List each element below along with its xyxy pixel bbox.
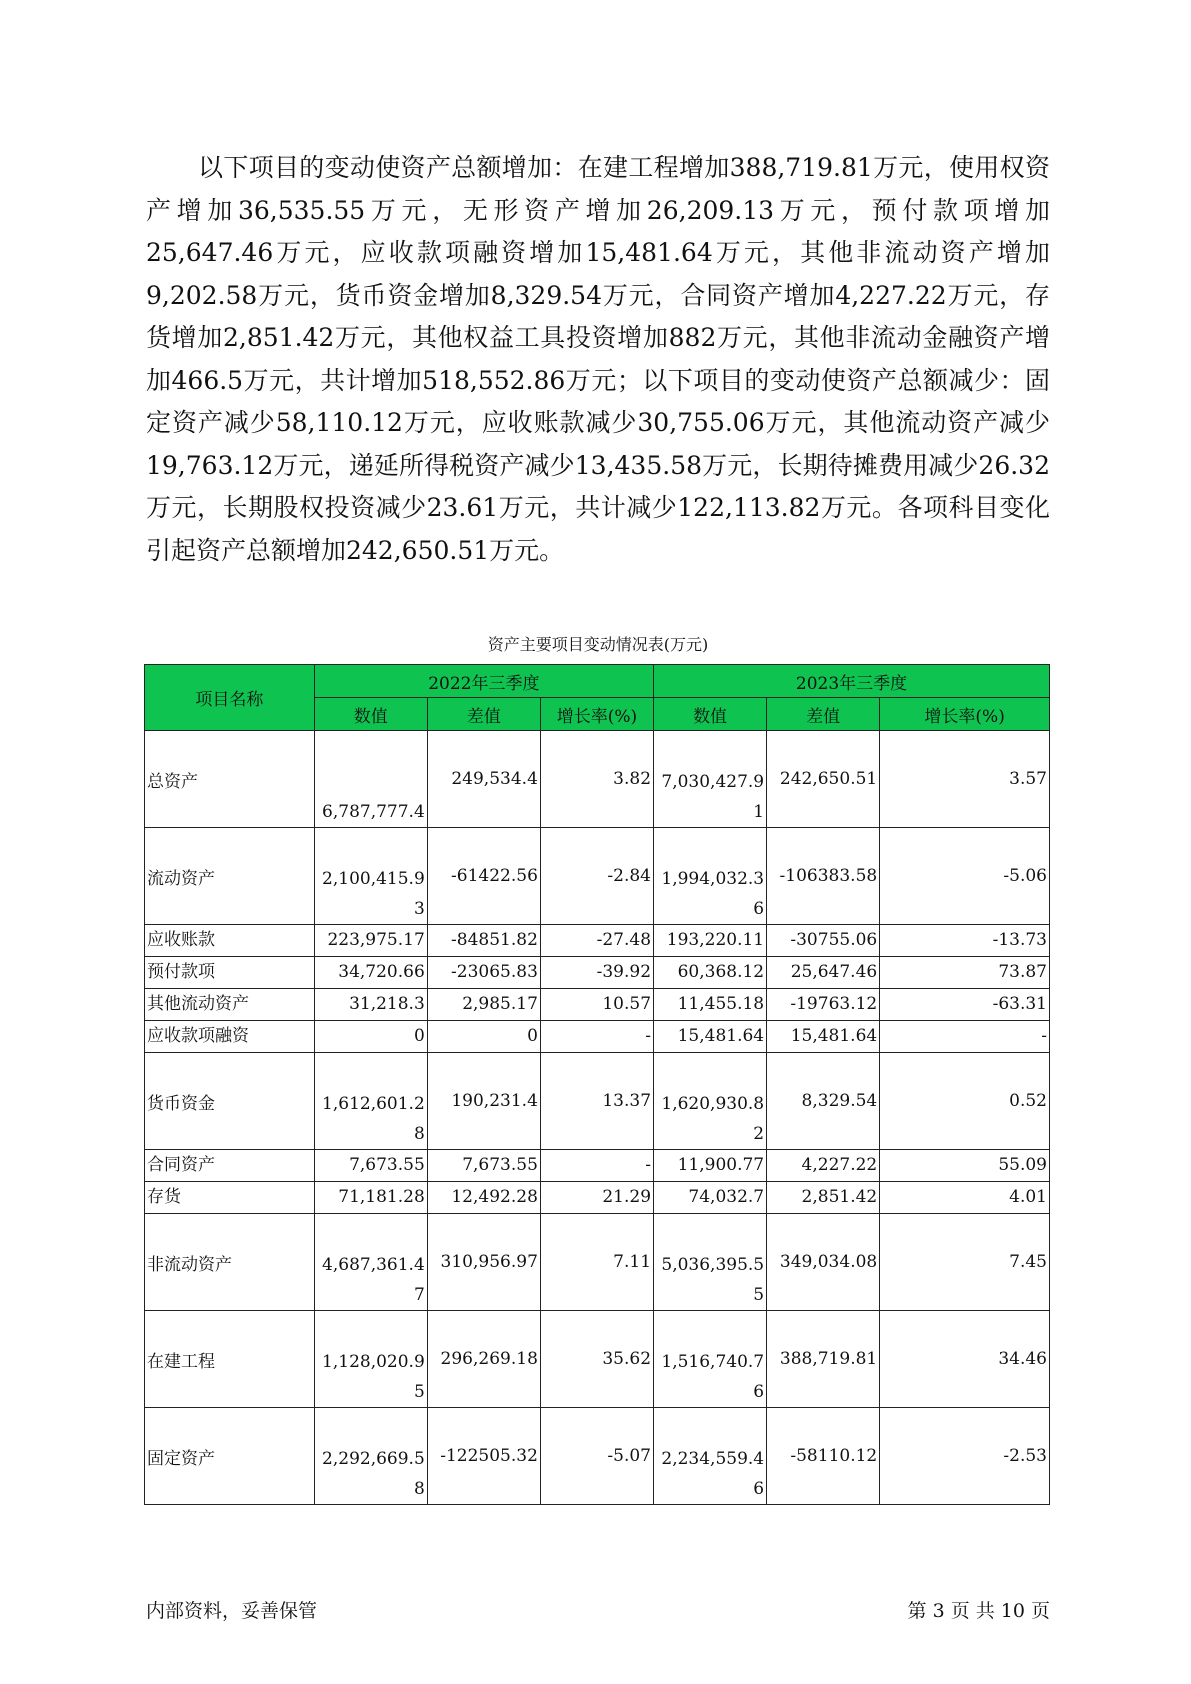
table-row	[145, 989, 1050, 1021]
value-2023: 2,234,559.46	[654, 1408, 767, 1505]
value-2023: 5,036,395.55	[654, 1214, 767, 1311]
row-name: 货币资金	[145, 1053, 315, 1150]
table-row	[145, 1311, 1050, 1408]
row-name: 应收款项融资	[145, 1021, 315, 1053]
growth-2023: -	[880, 1021, 1050, 1053]
growth-2023: -63.31	[880, 989, 1050, 1021]
growth-2022: 21.29	[540, 1182, 653, 1214]
diff-2023: 15,481.64	[767, 1021, 880, 1053]
table-row	[145, 925, 1050, 957]
table-row	[145, 1053, 1050, 1150]
value-2022: 1,612,601.28	[314, 1053, 427, 1150]
value-2023: 11,455.18	[654, 989, 767, 1021]
row-name: 在建工程	[145, 1311, 315, 1408]
row-name: 固定资产	[145, 1408, 315, 1505]
growth-2022: 7.11	[540, 1214, 653, 1311]
growth-2023: -13.73	[880, 925, 1050, 957]
table-row	[145, 1021, 1050, 1053]
value-2023: 60,368.12	[654, 957, 767, 989]
row-name: 合同资产	[145, 1150, 315, 1182]
value-2022: 31,218.3	[314, 989, 427, 1021]
diff-2023: -58110.12	[767, 1408, 880, 1505]
header-growth-2022: 增长率(%)	[540, 698, 653, 731]
row-name: 其他流动资产	[145, 989, 315, 1021]
header-period-2022: 2022年三季度	[314, 665, 653, 698]
diff-2023: -30755.06	[767, 925, 880, 957]
growth-2022: -	[540, 1150, 653, 1182]
row-name: 预付款项	[145, 957, 315, 989]
diff-2022: 190,231.4	[427, 1053, 540, 1150]
value-2022: 7,673.55	[314, 1150, 427, 1182]
row-name: 总资产	[145, 731, 315, 828]
diff-2023: 2,851.42	[767, 1182, 880, 1214]
diff-2023: 242,650.51	[767, 731, 880, 828]
diff-2022: -122505.32	[427, 1408, 540, 1505]
table-row	[145, 1150, 1050, 1182]
row-name: 非流动资产	[145, 1214, 315, 1311]
header-period-2023: 2023年三季度	[654, 665, 1050, 698]
diff-2023: -106383.58	[767, 828, 880, 925]
table-caption: 资产主要项目变动情况表(万元)	[487, 635, 709, 654]
value-2022: 223,975.17	[314, 925, 427, 957]
growth-2023: 3.57	[880, 731, 1050, 828]
diff-2022: 2,985.17	[427, 989, 540, 1021]
diff-2023: 4,227.22	[767, 1150, 880, 1182]
diff-2023: 349,034.08	[767, 1214, 880, 1311]
footer-confidential-note: 内部资料，妥善保管	[146, 1600, 318, 1622]
growth-2023: 7.45	[880, 1214, 1050, 1311]
diff-2022: 310,956.97	[427, 1214, 540, 1311]
growth-2023: 55.09	[880, 1150, 1050, 1182]
row-name: 流动资产	[145, 828, 315, 925]
growth-2022: 3.82	[540, 731, 653, 828]
value-2022: 34,720.66	[314, 957, 427, 989]
growth-2023: 0.52	[880, 1053, 1050, 1150]
diff-2023: 25,647.46	[767, 957, 880, 989]
footer-page-number: 第 3 页 共 10 页	[907, 1600, 1050, 1622]
diff-2022: -61422.56	[427, 828, 540, 925]
growth-2023: 73.87	[880, 957, 1050, 989]
growth-2022: -39.92	[540, 957, 653, 989]
table-row	[145, 1408, 1050, 1505]
table-row	[145, 731, 1050, 828]
growth-2023: -2.53	[880, 1408, 1050, 1505]
growth-2023: -5.06	[880, 828, 1050, 925]
header-diff-2022: 差值	[427, 698, 540, 731]
value-2022: 6,787,777.4	[314, 731, 427, 828]
growth-2022: -5.07	[540, 1408, 653, 1505]
header-item-name: 项目名称	[145, 665, 315, 731]
growth-2022: -2.84	[540, 828, 653, 925]
value-2023: 1,516,740.76	[654, 1311, 767, 1408]
table-row	[145, 957, 1050, 989]
growth-2023: 4.01	[880, 1182, 1050, 1214]
value-2023: 15,481.64	[654, 1021, 767, 1053]
diff-2023: -19763.12	[767, 989, 880, 1021]
header-diff-2023: 差值	[767, 698, 880, 731]
table-row	[145, 1182, 1050, 1214]
diff-2022: -84851.82	[427, 925, 540, 957]
value-2023: 74,032.7	[654, 1182, 767, 1214]
value-2023: 11,900.77	[654, 1150, 767, 1182]
growth-2022: -	[540, 1021, 653, 1053]
header-value-2022: 数值	[314, 698, 427, 731]
header-growth-2023: 增长率(%)	[880, 698, 1050, 731]
diff-2022: 7,673.55	[427, 1150, 540, 1182]
growth-2023: 34.46	[880, 1311, 1050, 1408]
value-2023: 193,220.11	[654, 925, 767, 957]
table-row	[145, 828, 1050, 925]
analysis-paragraph: 以下项目的变动使资产总额增加：在建工程增加388,719.81万元，使用权资产增加36,535.55万元，无形资产增加26,209.13万元，预付款项增加25,647.46万元，应收款项融资增加15,481.64万元，其他非流动资产增加9,202.58万元，货币资金增加8,329.54万元，合同资产增加4,227.22万元，存货增加2,851.42万元，其他权益工具投资增加882万元，其他非流动金融资产增加466.5万元，共计增加518,552.86万元；以下项目的变动使资产总额减少：固定资产减少58,110.12万元，应收账款减少30,755.06万元，其他流动资产减少19,763.12万元，递延所得税资产减少13,435.58万元，长期待摊费用减少26.32万元，长期股权投资减少23.61万元，共计减少122,113.82万元。各项科目变化引起资产总额增加242,650.51万元。	[146, 153, 1050, 565]
table-row	[145, 1214, 1050, 1311]
row-name: 存货	[145, 1182, 315, 1214]
value-2023: 7,030,427.91	[654, 731, 767, 828]
asset-change-table	[144, 664, 1050, 1505]
growth-2022: 13.37	[540, 1053, 653, 1150]
value-2022: 71,181.28	[314, 1182, 427, 1214]
value-2022: 2,292,669.58	[314, 1408, 427, 1505]
value-2022: 1,128,020.95	[314, 1311, 427, 1408]
value-2022: 0	[314, 1021, 427, 1053]
growth-2022: 10.57	[540, 989, 653, 1021]
diff-2022: 249,534.4	[427, 731, 540, 828]
diff-2022: -23065.83	[427, 957, 540, 989]
diff-2023: 8,329.54	[767, 1053, 880, 1150]
diff-2022: 12,492.28	[427, 1182, 540, 1214]
value-2023: 1,994,032.36	[654, 828, 767, 925]
growth-2022: 35.62	[540, 1311, 653, 1408]
value-2022: 4,687,361.47	[314, 1214, 427, 1311]
diff-2022: 0	[427, 1021, 540, 1053]
value-2023: 1,620,930.82	[654, 1053, 767, 1150]
header-value-2023: 数值	[654, 698, 767, 731]
growth-2022: -27.48	[540, 925, 653, 957]
diff-2022: 296,269.18	[427, 1311, 540, 1408]
value-2022: 2,100,415.93	[314, 828, 427, 925]
diff-2023: 388,719.81	[767, 1311, 880, 1408]
row-name: 应收账款	[145, 925, 315, 957]
